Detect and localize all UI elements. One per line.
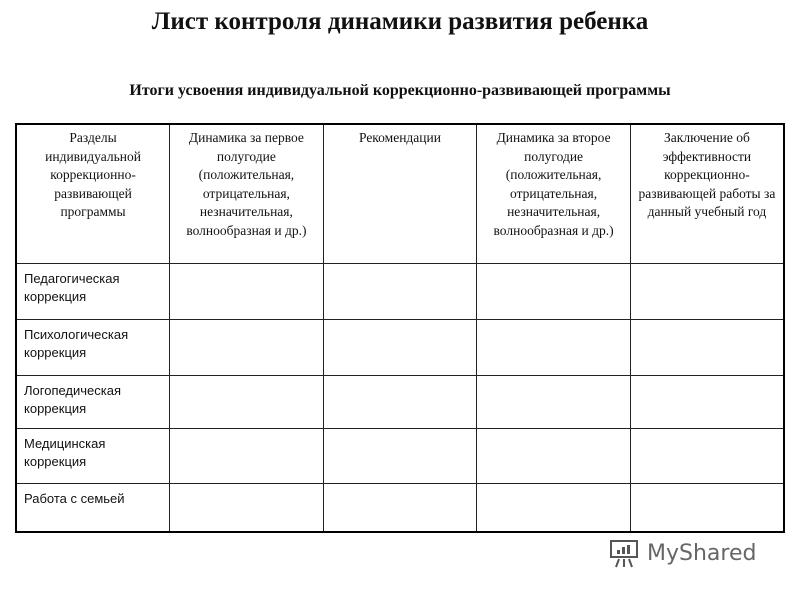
- table-row: [16, 484, 784, 533]
- cell: [630, 264, 784, 320]
- cell: [323, 429, 477, 484]
- cell: [477, 264, 631, 320]
- table-row: [16, 429, 784, 484]
- cell: [170, 484, 324, 533]
- cell: [170, 320, 324, 376]
- header-cell: Динамика за второе полугодие (положительная, отрицательная, незначительная, волнообразная и др.): [477, 124, 631, 264]
- header-cell: Заключение об эффективности коррекционно-развивающей работы за данный учебный год: [630, 124, 784, 264]
- cell: [323, 320, 477, 376]
- cell: [630, 376, 784, 429]
- cell: [170, 376, 324, 429]
- row-label: Работа с семьей: [16, 484, 170, 533]
- cell: [477, 429, 631, 484]
- presentation-board-icon: [607, 537, 641, 569]
- cell: [630, 429, 784, 484]
- header-cell: Разделы индивидуальной коррекционно-развивающей программы: [16, 124, 170, 264]
- table-row: [16, 320, 784, 376]
- control-table: [15, 123, 785, 533]
- watermark: [607, 537, 756, 569]
- cell: [323, 376, 477, 429]
- page-title: Лист контроля динамики развития ребенка: [151, 8, 649, 35]
- header-cell: Рекомендации: [323, 124, 477, 264]
- cell: [477, 376, 631, 429]
- cell: [170, 429, 324, 484]
- row-label: Медицинская коррекция: [16, 429, 170, 484]
- page-subtitle: Итоги усвоения индивидуальной коррекционно-развивающей программы: [129, 82, 671, 99]
- cell: [630, 320, 784, 376]
- cell: [323, 484, 477, 533]
- row-label: Психологическая коррекция: [16, 320, 170, 376]
- cell: [323, 264, 477, 320]
- header-cell: Динамика за первое полугодие (положительная, отрицательная, незначительная, волнообразная и др.): [170, 124, 324, 264]
- table-row: [16, 264, 784, 320]
- row-label: Логопедическая коррекция: [16, 376, 170, 429]
- table-row: [16, 376, 784, 429]
- cell: [170, 264, 324, 320]
- watermark-text: MyShared: [647, 540, 757, 566]
- cell: [630, 484, 784, 533]
- cell: [477, 320, 631, 376]
- cell: [477, 484, 631, 533]
- row-label: Педагогическая коррекция: [16, 264, 170, 320]
